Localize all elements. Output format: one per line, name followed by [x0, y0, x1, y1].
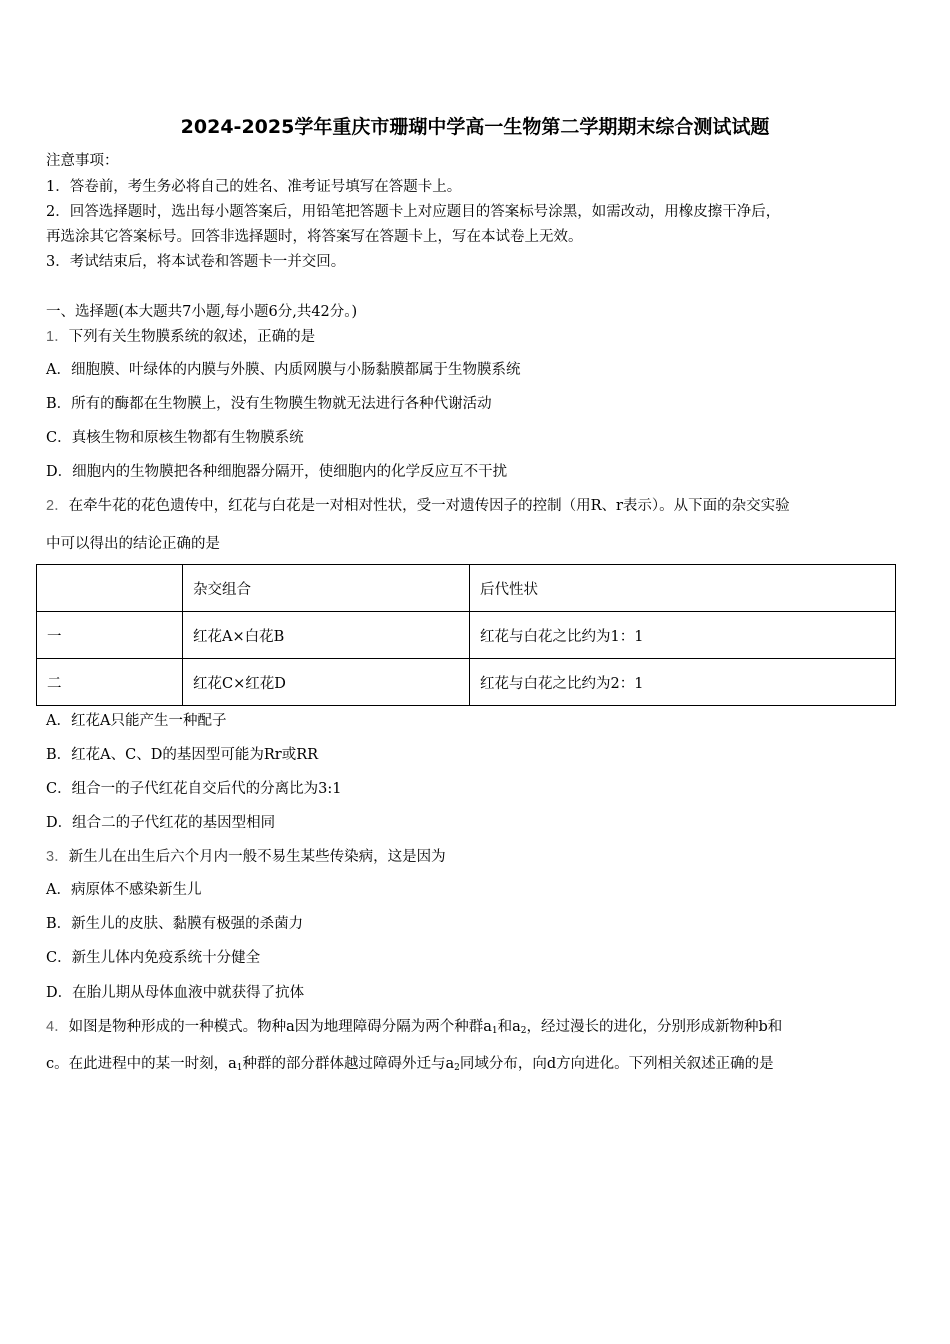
table-cell: 红花C×红花D — [183, 659, 470, 706]
q1-option-a: A．细胞膜、叶绿体的内膜与外膜、内质网膜与小肠黏膜都属于生物膜系统 — [46, 362, 521, 378]
notice-item-1: 1．答卷前，考生务必将自己的姓名、准考证号填写在答题卡上。 — [46, 179, 462, 195]
table-header-row — [37, 565, 896, 612]
q3-option-c: C．新生儿体内免疫系统十分健全 — [46, 950, 261, 966]
question-stem-part: c。在此进程中的某一时刻，a — [46, 1056, 237, 1072]
question-1 — [46, 327, 315, 347]
question-stem-part: 种群的部分群体越过障碍外迁与a — [242, 1056, 455, 1072]
q2-option-d: D．组合二的子代红花的基因型相同 — [46, 815, 276, 831]
question-number: 1． — [46, 329, 69, 345]
question-3 — [46, 847, 446, 867]
question-number: 2． — [46, 498, 69, 514]
table-row — [37, 659, 896, 706]
q2-option-a: A．红花A只能产生一种配子 — [46, 713, 227, 729]
question-4-stem-cont — [46, 1054, 774, 1078]
table-cell: 红花A×白花B — [183, 612, 470, 659]
table-header-cell: 杂交组合 — [183, 565, 470, 612]
q3-option-b: B．新生儿的皮肤、黏膜有极强的杀菌力 — [46, 916, 304, 932]
subscript: 1 — [491, 1026, 498, 1036]
q1-option-b: B．所有的酶都在生物膜上，没有生物膜生物就无法进行各种代谢活动 — [46, 396, 492, 412]
table-cell: 一 — [37, 612, 183, 659]
table-cell: 红花与白花之比约为1：1 — [470, 612, 896, 659]
question-number: 4． — [46, 1019, 69, 1035]
notice-item-3: 3．考试结束后，将本试卷和答题卡一并交回。 — [46, 254, 346, 270]
question-4 — [46, 1017, 782, 1041]
question-stem: 在牵牛花的花色遗传中，红花与白花是一对相对性状，受一对遗传因子的控制（用R、r表示）。从下面的杂交实验 — [68, 498, 790, 514]
q2-option-b: B．红花A、C、D的基因型可能为Rr或RR — [46, 747, 319, 763]
page-title: 2024-2025学年重庆市珊瑚中学高一生物第二学期期末综合测试试题 — [180, 116, 770, 138]
subscript: 2 — [520, 1026, 527, 1036]
table-header-cell: 后代性状 — [470, 565, 896, 612]
question-2-stem-cont: 中可以得出的结论正确的是 — [46, 536, 220, 552]
q1-option-c: C．真核生物和原核生物都有生物膜系统 — [46, 430, 304, 446]
subscript: 1 — [236, 1063, 243, 1073]
subscript: 2 — [454, 1063, 460, 1073]
notice-item-2: 2．回答选择题时，选出每小题答案后，用铅笔把答题卡上对应题目的答案标号涂黑，如需改动，用橡皮擦干净后， — [46, 204, 781, 220]
question-stem-part: ，经过漫长的进化，分别形成新物种b和 — [526, 1019, 783, 1035]
question-stem: 如图是物种形成的一种模式。物种a因为地理障碍分隔为两个种群a — [68, 1019, 492, 1035]
table-header-cell — [37, 565, 183, 612]
q1-option-d: D．细胞内的生物膜把各种细胞器分隔开，使细胞内的化学反应互不干扰 — [46, 464, 508, 480]
q3-option-a: A．病原体不感染新生儿 — [46, 882, 202, 898]
question-stem-part: 和a — [497, 1019, 521, 1035]
table-cell: 二 — [37, 659, 183, 706]
table-row — [37, 612, 896, 659]
question-2 — [46, 496, 790, 516]
question-stem-part: 同域分布，向d方向进化。下列相关叙述正确的是 — [459, 1056, 774, 1072]
notice-heading: 注意事项： — [46, 153, 119, 169]
question-stem: 新生儿在出生后六个月内一般不易生某些传染病，这是因为 — [68, 849, 446, 865]
table-cell: 红花与白花之比约为2：1 — [470, 659, 896, 706]
question-stem: 下列有关生物膜系统的叙述，正确的是 — [68, 329, 316, 345]
q3-option-d: D．在胎儿期从母体血液中就获得了抗体 — [46, 985, 305, 1001]
q2-option-c: C．组合一的子代红花自交后代的分离比为3:1 — [46, 781, 342, 797]
cross-table — [36, 564, 896, 706]
section-heading: 一、选择题(本大题共7小题,每小题6分,共42分。) — [46, 304, 358, 320]
notice-item-2-cont: 再选涂其它答案标号。回答非选择题时，将答案写在答题卡上，写在本试卷上无效。 — [46, 229, 583, 245]
question-number: 3． — [46, 849, 69, 865]
